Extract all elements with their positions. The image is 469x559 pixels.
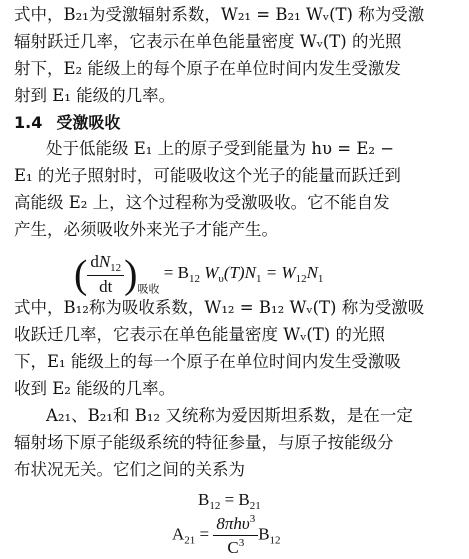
paragraph-1-line-3: 射下，E₂ 能级上的每个原子在单位时间内发生受激发: [14, 59, 401, 78]
paragraph-4-line-3: 布状况无关。它们之间的关系为: [14, 460, 245, 479]
derivative-denominator: dt: [99, 277, 113, 296]
section-title: 受激吸收: [56, 113, 121, 132]
equation-b12-equals-b21: $B_{12} = B_{21}$: [198, 490, 261, 512]
equation-a21: $A_{21}$ = $\frac{8\pi h\upsilon^3}{C^3}$ $B_{12}$: [172, 513, 281, 557]
derivative-fraction: [87, 252, 124, 297]
equation-1-rhs: = $B_{12}$ $W_\upsilon(T)N_1 = W_{12}N_1$: [163, 263, 324, 286]
paragraph-2-line-4: 产生，必须吸收外来光子才能产生。: [14, 220, 278, 239]
equation-absorption-rate: [74, 252, 323, 297]
paragraph-4-line-2: 辐射场下原子能级系统的特征参量，与原子按能级分: [14, 433, 394, 452]
section-number: 1.4: [14, 113, 43, 132]
section-heading: [14, 112, 458, 134]
paragraph-3-line-2: 收跃迁几率，它表示在单色能量密度 Wᵥ(T) 的光照: [14, 325, 385, 344]
paragraph-3-line-3: 下，E₁ 能级上的每一个原子在单位时间内发生受激吸: [14, 352, 401, 371]
right-paren: ): [124, 251, 138, 297]
a21-numerator: 8πhυ$^3$: [213, 513, 258, 536]
a21-fraction: [213, 513, 258, 558]
derivative-numerator: $dN_{12}$: [87, 252, 124, 276]
paragraph-2-line-1: 处于低能级 E₁ 上的原子受到能量为 hυ = E₂ −: [46, 139, 395, 158]
paragraph-4-line-1: A₂₁、B₂₁和 B₁₂ 又统称为爱因斯坦系数，是在一定: [46, 406, 413, 425]
paragraph-1-line-1: 式中，B₂₁为受激辐射系数，W₂₁ = B₂₁ Wᵥ(T) 称为受激: [14, 5, 425, 24]
paragraph-3-line-1: 式中，B₁₂称为吸收系数，W₁₂ = B₁₂ Wᵥ(T) 称为受激吸: [14, 298, 425, 317]
paragraph-1-line-4: 射到 E₁ 能级的几率。: [14, 86, 176, 105]
left-paren: (: [74, 251, 88, 297]
paragraph-3-line-4: 收到 E₂ 能级的几率。: [14, 379, 176, 398]
a21-denominator: $C^3$: [227, 537, 245, 557]
paragraph-1-line-2: 辐射跃迁几率，它表示在单色能量密度 Wᵥ(T) 的光照: [14, 32, 402, 51]
absorption-subscript-label: 吸收: [137, 283, 160, 296]
paragraph-2-line-2: E₁ 的光子照射时，可能吸收这个光子的能量而跃迁到: [14, 166, 401, 185]
paragraph-2-line-3: 高能级 E₂ 上，这个过程称为受激吸收。它不能自发: [14, 193, 390, 212]
